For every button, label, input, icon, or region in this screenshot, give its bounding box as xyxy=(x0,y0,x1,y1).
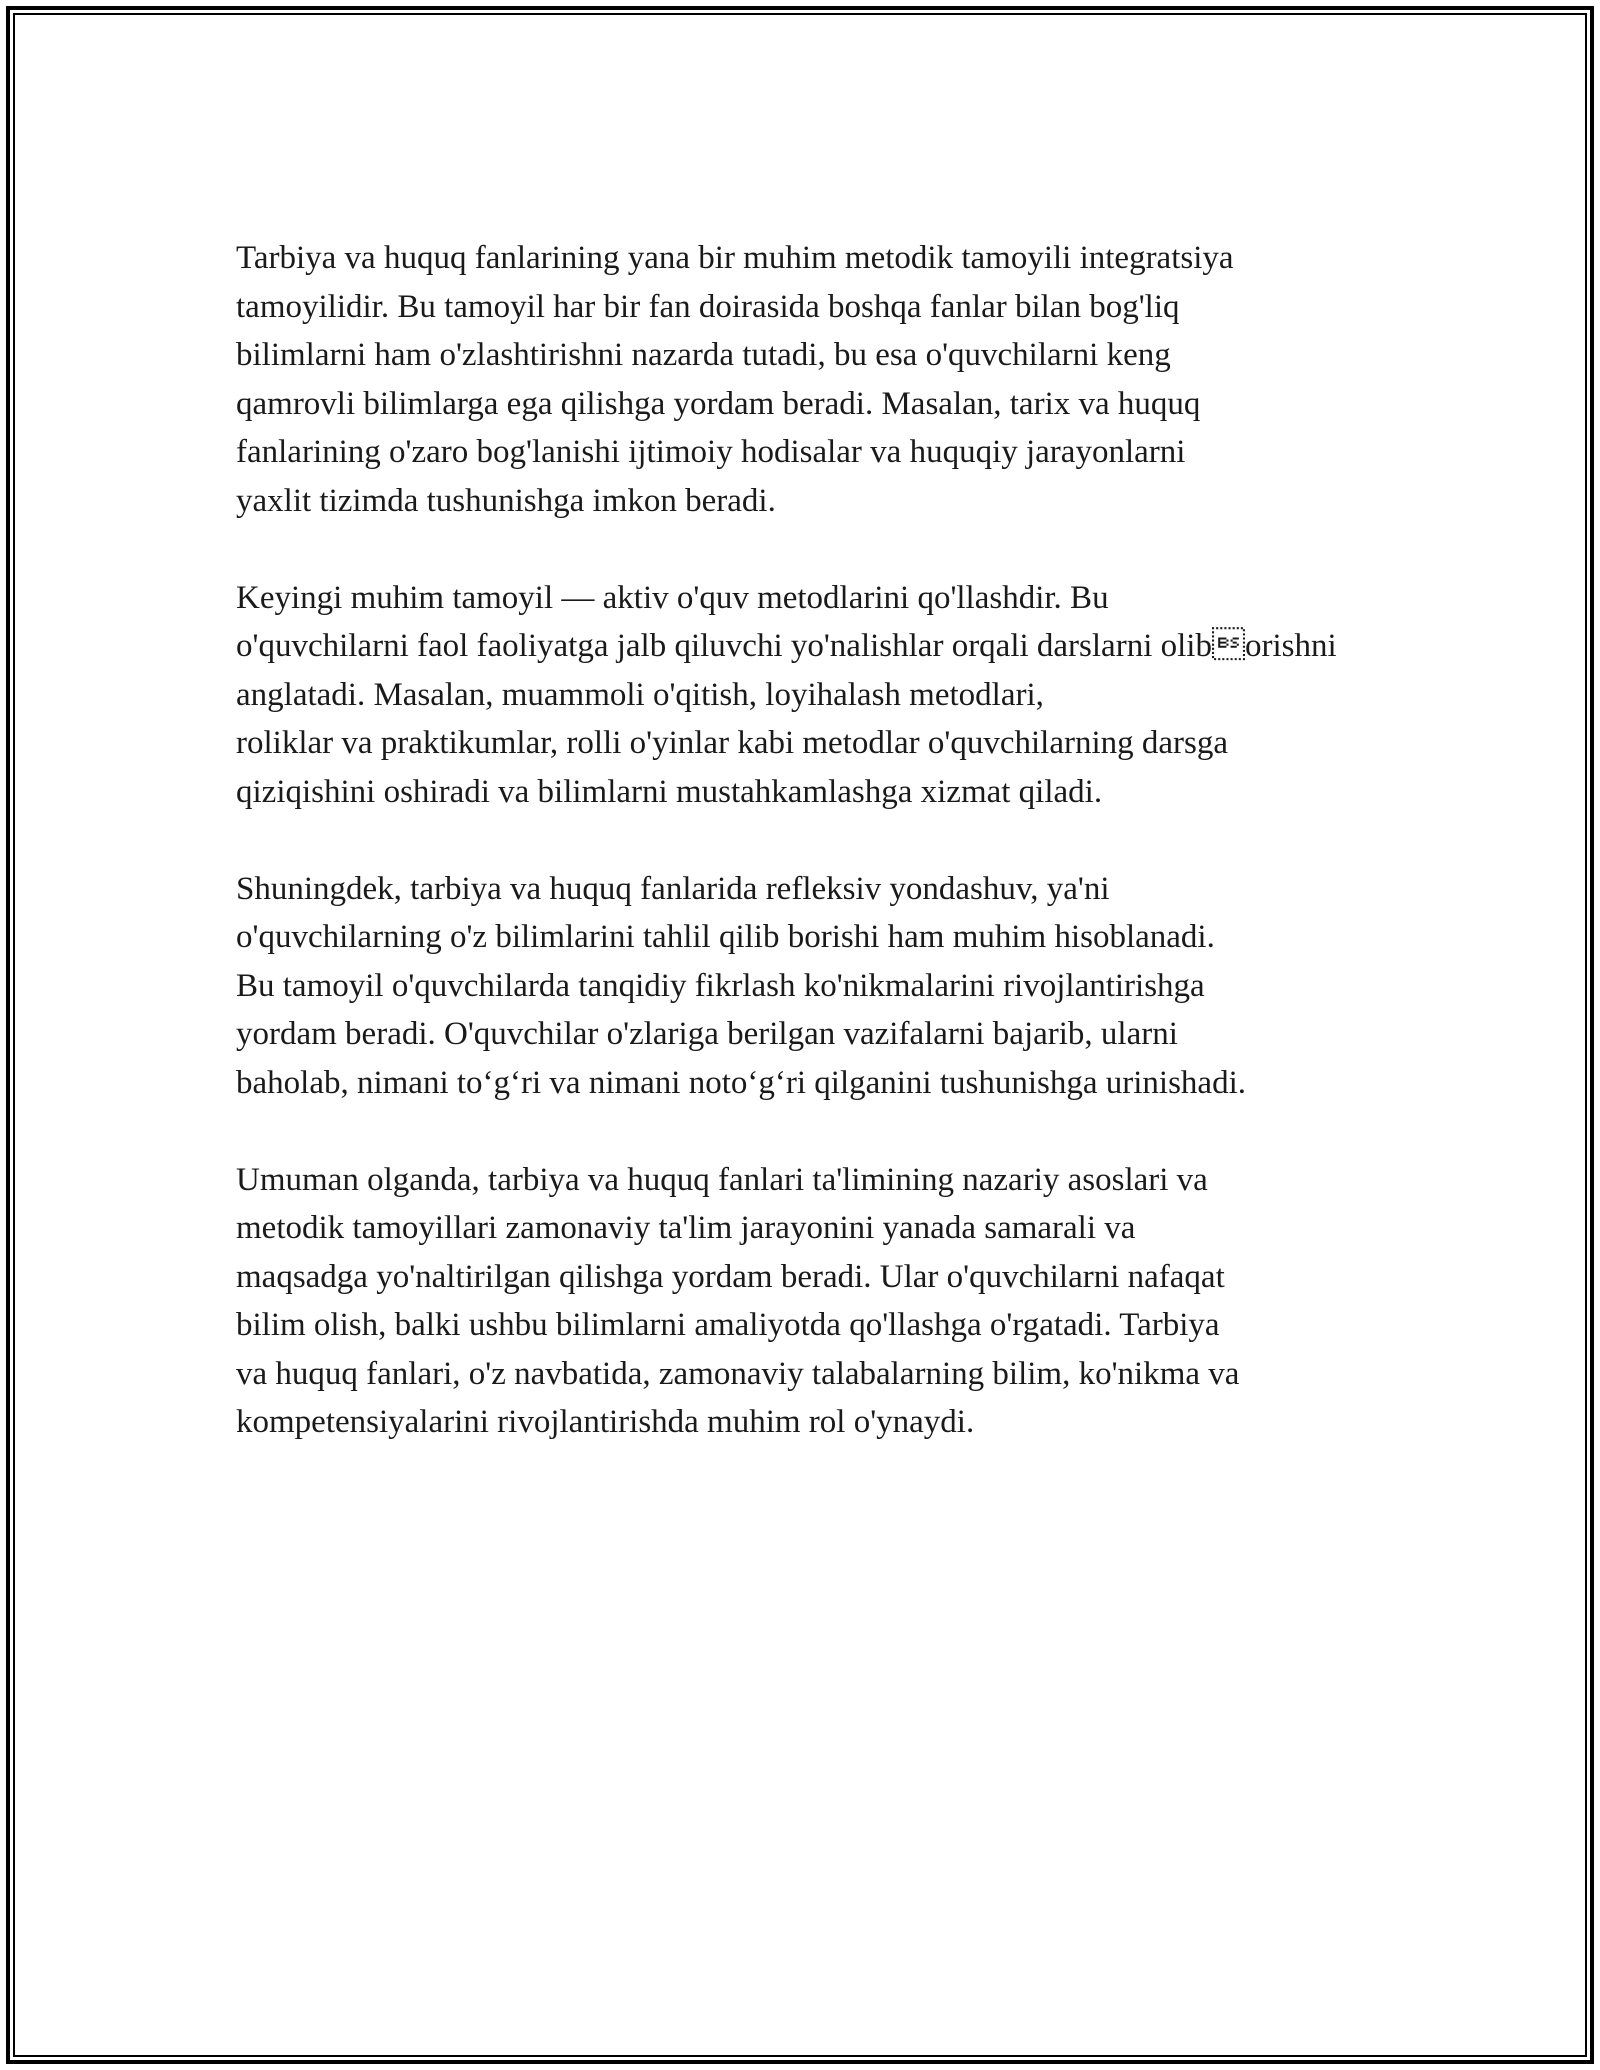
paragraph-active-methods: Keyingi muhim tamoyil — aktiv o'quv metodlarini qo'llashdir. Bu o'quvchilarni faol faoliyatga jalb qiluvchi yo'nalishlar orqali darslarni oliborishni anglatadi. Masalan, muammoli o'qitish, loyihalash metodlari, roliklar va praktikumlar, rolli o'yinlar kabi metodlar o'quvchilarning darsga qiziqishini oshiradi va bilimlarni mustahkamlashga xizmat qiladi. xyxy=(236,579,1337,810)
paragraph-reflexive-approach: Shuningdek, tarbiya va huquq fanlarida refleksiv yondashuv, ya'ni o'quvchilarning o'z bilimlarini tahlil qilib borishi ham muhim hisoblanadi. Bu tamoyil o'quvchilarda tanqidiy fikrlash ko'nikmalarini rivojlantirishga yordam beradi. O'quvchilar o'zlariga berilgan vazifalarni bajarib, ularni baholab, nimani to‘g‘ri va nimani noto‘g‘ri qilganini tushunishga urinishadi. xyxy=(236,870,1246,1101)
paragraph-integration-principle: Tarbiya va huquq fanlarining yana bir muhim metodik tamoyili integratsiya tamoyilidir. Bu tamoyil har bir fan doirasida boshqa fanlar bilan bog'liq bilimlarni ham o'zlashtirishni nazarda tutadi, bu esa o'quvchilarni keng qamrovli bilimlarga ega qilishga yordam beradi. Masalan, tarix va huquq fanlarining o'zaro bog'lanishi ijtimoiy hodisalar va huquqiy jarayonlarni yaxlit tizimda tushunishga imkon beradi. xyxy=(236,240,1234,519)
document-body xyxy=(236,234,1376,1495)
paragraph-conclusion: Umuman olganda, tarbiya va huquq fanlari ta'limining nazariy asoslari va metodik tamoyillari zamonaviy ta'lim jarayonini yanada samarali va maqsadga yo'naltirilgan qilishga yordam beradi. Ular o'quvchilarni nafaqat bilim olish, balki ushbu bilimlarni amaliyotda qo'llashga o'rgatadi. Tarbiya va huquq fanlari, o'z navbatida, zamonaviy talabalarning bilim, ko'nikma va kompetensiyalarini rivojlantirishda muhim rol o'ynaydi. xyxy=(236,1161,1240,1440)
